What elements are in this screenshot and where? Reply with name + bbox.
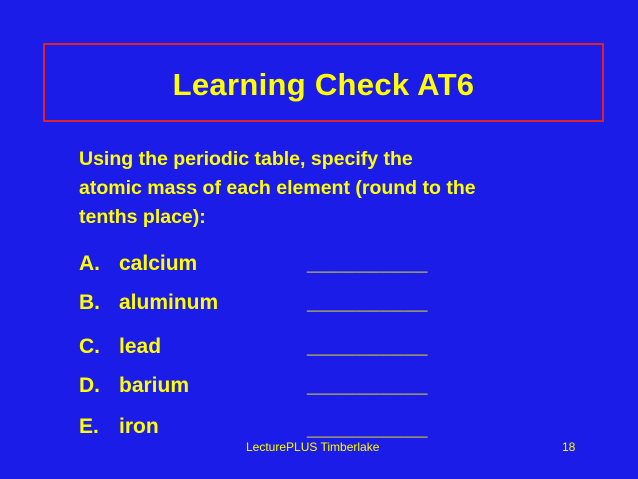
item-element-name: barium bbox=[119, 374, 190, 397]
item-letter: B. bbox=[79, 291, 100, 314]
item-letter: A. bbox=[79, 252, 100, 275]
answer-blank: __________ bbox=[307, 252, 428, 275]
item-aluminum bbox=[79, 290, 218, 316]
answer-blank: __________ bbox=[307, 417, 428, 440]
item-element-name: aluminum bbox=[119, 291, 219, 314]
prompt-line: Using the periodic table, specify the bbox=[79, 148, 413, 170]
item-element-name: calcium bbox=[119, 252, 198, 275]
item-iron bbox=[79, 414, 159, 440]
prompt-line: tenths place): bbox=[79, 206, 206, 228]
item-letter: C. bbox=[79, 335, 100, 358]
answer-blank: __________ bbox=[307, 335, 428, 358]
item-barium bbox=[79, 373, 189, 399]
prompt-line: atomic mass of each element (round to the bbox=[79, 177, 476, 199]
answer-blank: __________ bbox=[307, 291, 428, 314]
item-letter: E. bbox=[79, 415, 99, 438]
answer-blank: __________ bbox=[307, 374, 428, 397]
item-element-name: iron bbox=[119, 415, 159, 438]
item-calcium bbox=[79, 251, 197, 277]
question-prompt bbox=[79, 145, 609, 232]
item-letter: D. bbox=[79, 374, 100, 397]
item-element-name: lead bbox=[119, 335, 162, 358]
item-lead bbox=[79, 334, 161, 360]
slide-title: Learning Check AT6 bbox=[172, 67, 475, 102]
page-number: 18 bbox=[562, 440, 576, 454]
footer-credit: LecturePLUS Timberlake bbox=[246, 440, 380, 454]
title-box bbox=[43, 43, 604, 122]
